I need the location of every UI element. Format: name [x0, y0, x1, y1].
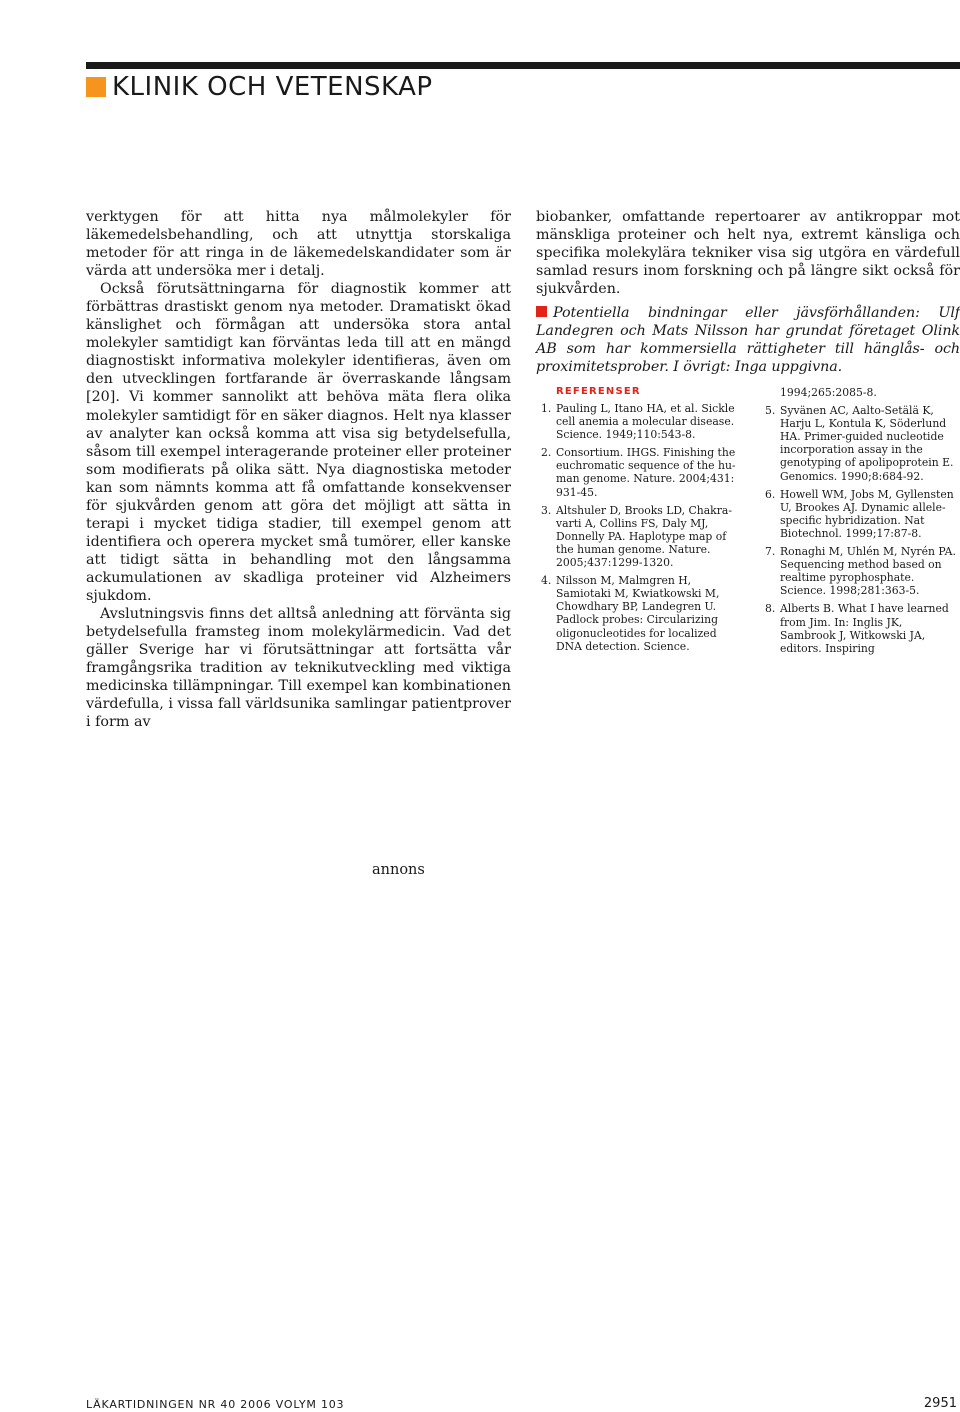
body-paragraph: Avslutningsvis finns det alltså anledning att förvänta sig betydelsefulla framsteg inom molekylärmedicin. Vad det gäller Sverige har vi förutsättningar att fortsätta vår framgångsrika tradition av teknikutveckling med viktiga medicinska tillämpningar. Till exempel kan kombinationen värdefulla, i vissa fall världsunika samlingar patientprover i form av — [86, 606, 511, 731]
reference-text: Howell WM, Jobs M, Gyllensten U, Brookes AJ. Dynamic allele-specific hybridization. Nat Biotechnol. 1999;17:87-8. — [780, 487, 954, 540]
reference-number: 6. — [765, 487, 776, 501]
body-column-left — [86, 208, 511, 731]
orange-square-icon — [86, 77, 106, 97]
reference-item — [536, 574, 736, 653]
reference-item — [536, 504, 736, 569]
page-number: 2951 — [923, 1396, 957, 1411]
reference-text: Ronaghi M, Uhlén M, Nyrén PA. Sequencing method based on realtime pyrophosphate. Science. 1998;281:363-5. — [780, 545, 956, 598]
reference-number: 2. — [541, 446, 552, 460]
body-paragraph: Också förutsättningarna för diagnostik kommer att förbättras drastiskt genom nya metoder. Dramatiskt ökad känslighet och förmågan att undersöka stora antal molekyler samtidigt kan förväntas leda till att en mängd diagnostiskt informativa molekyler identifieras, även om den utvecklingen fortfarande är överraskande långsam [20]. Vi kommer sannolikt att behöva mäta flera olika molekyler samtidigt för en säker diagnos. Helt nya klasser av analyter kan också komma att visa sig betydelsefulla, såsom till exempel interagerande proteiner eller proteiner som modifierats på olika sätt. Nya diagnostiska metoder kan som nämnts komma att få omfattande konsekvenser för sjukvården genom att göra det möjligt att sätta in terapi i mycket tidiga stadier, till exempel genom att identifiera och operera mycket små tumörer, eller kanske att tidigt sätta in behandling mot den långsamma ackumulationen av skadliga proteiner vid Alzheimers sjukdom. — [86, 281, 511, 604]
reference-text: Alberts B. What I have learned from Jim. In: Inglis JK, Sambrook J, Witkowski JA, editors. Inspiring — [780, 602, 949, 655]
red-square-icon — [536, 306, 547, 317]
reference-item — [760, 545, 960, 597]
reference-item — [536, 446, 736, 498]
reference-text: 1994;265:2085-8. — [780, 386, 877, 399]
reference-item — [760, 488, 960, 540]
reference-text: Syvänen AC, Aalto-Setälä K, Harju L, Kontula K, Söderlund HA. Primer-guided nucleotide incorporation assay in the genotyping of apolipoprotein E. Genomics. 1990;8:684-92. — [780, 404, 954, 483]
references-heading: REFERENSER — [556, 386, 641, 397]
body-column-right — [536, 208, 960, 298]
advertisement-label: annons — [372, 862, 425, 878]
reference-item — [760, 602, 960, 654]
conflict-text: Potentiella bindningar eller jävsförhållanden: Ulf Landegren och Mats Nilsson har grundat företaget Olink AB som har kommersiella rättigheter till hänglås- och proximitetsprober. I övrigt: Inga uppgivna. — [536, 305, 960, 376]
reference-number: 1. — [541, 402, 552, 415]
section-header — [86, 70, 433, 104]
reference-text: Consortium. IHGS. Finishing the euchromatic sequence of the human genome. Nature. 2004;431: 931-45. — [556, 446, 736, 499]
body-paragraph: biobanker, omfattande repertoarer av antikroppar mot mänskliga proteiner och helt nya, extremt känsliga och specifika molekylära tekniker visa sig utgöra en värdefull samlad resurs inom forskning och på längre sikt också för sjukvården. — [536, 209, 960, 298]
reference-number: 8. — [765, 602, 776, 616]
reference-list-b — [760, 386, 960, 660]
header-rule — [86, 62, 960, 69]
reference-number: 4. — [541, 574, 552, 588]
reference-text: Nilsson M, Malmgren H, Samiotaki M, Kwiatkowski M, Chowdhary BP, Landegren U. Padlock probes: Circularizing oligonucleotides for localized DNA detection. Science. — [556, 574, 720, 653]
footer-journal: LÄKARTIDNINGEN NR 40 2006 VOLYM 103 — [86, 1398, 345, 1411]
reference-item — [760, 404, 960, 483]
reference-number: 5. — [765, 404, 776, 418]
section-title: KLINIK OCH VETENSKAP — [112, 72, 433, 102]
reference-text: Altshuler D, Brooks LD, Chakravarti A, Collins FS, Daly MJ, Donnelly PA. Haplotype map of the human genome. Nature. 2005;437:1299-1320. — [556, 503, 732, 570]
reference-text: Pauling L, Itano HA, et al. Sickle cell anemia a molecular disease. Science. 1949;110:543-8. — [556, 402, 735, 442]
reference-item — [760, 386, 960, 399]
reference-number: 7. — [765, 545, 776, 559]
reference-number: 3. — [541, 503, 552, 517]
reference-item — [536, 402, 736, 441]
reference-list-a — [536, 402, 736, 658]
body-paragraph: verktygen för att hitta nya målmolekyler för läkemedelsbehandling, och att utnyttja storskaliga metoder för att ringa in de läkemedelskandidater som är värda att undersöka mer i detalj. — [86, 209, 511, 280]
conflict-of-interest — [536, 304, 960, 376]
